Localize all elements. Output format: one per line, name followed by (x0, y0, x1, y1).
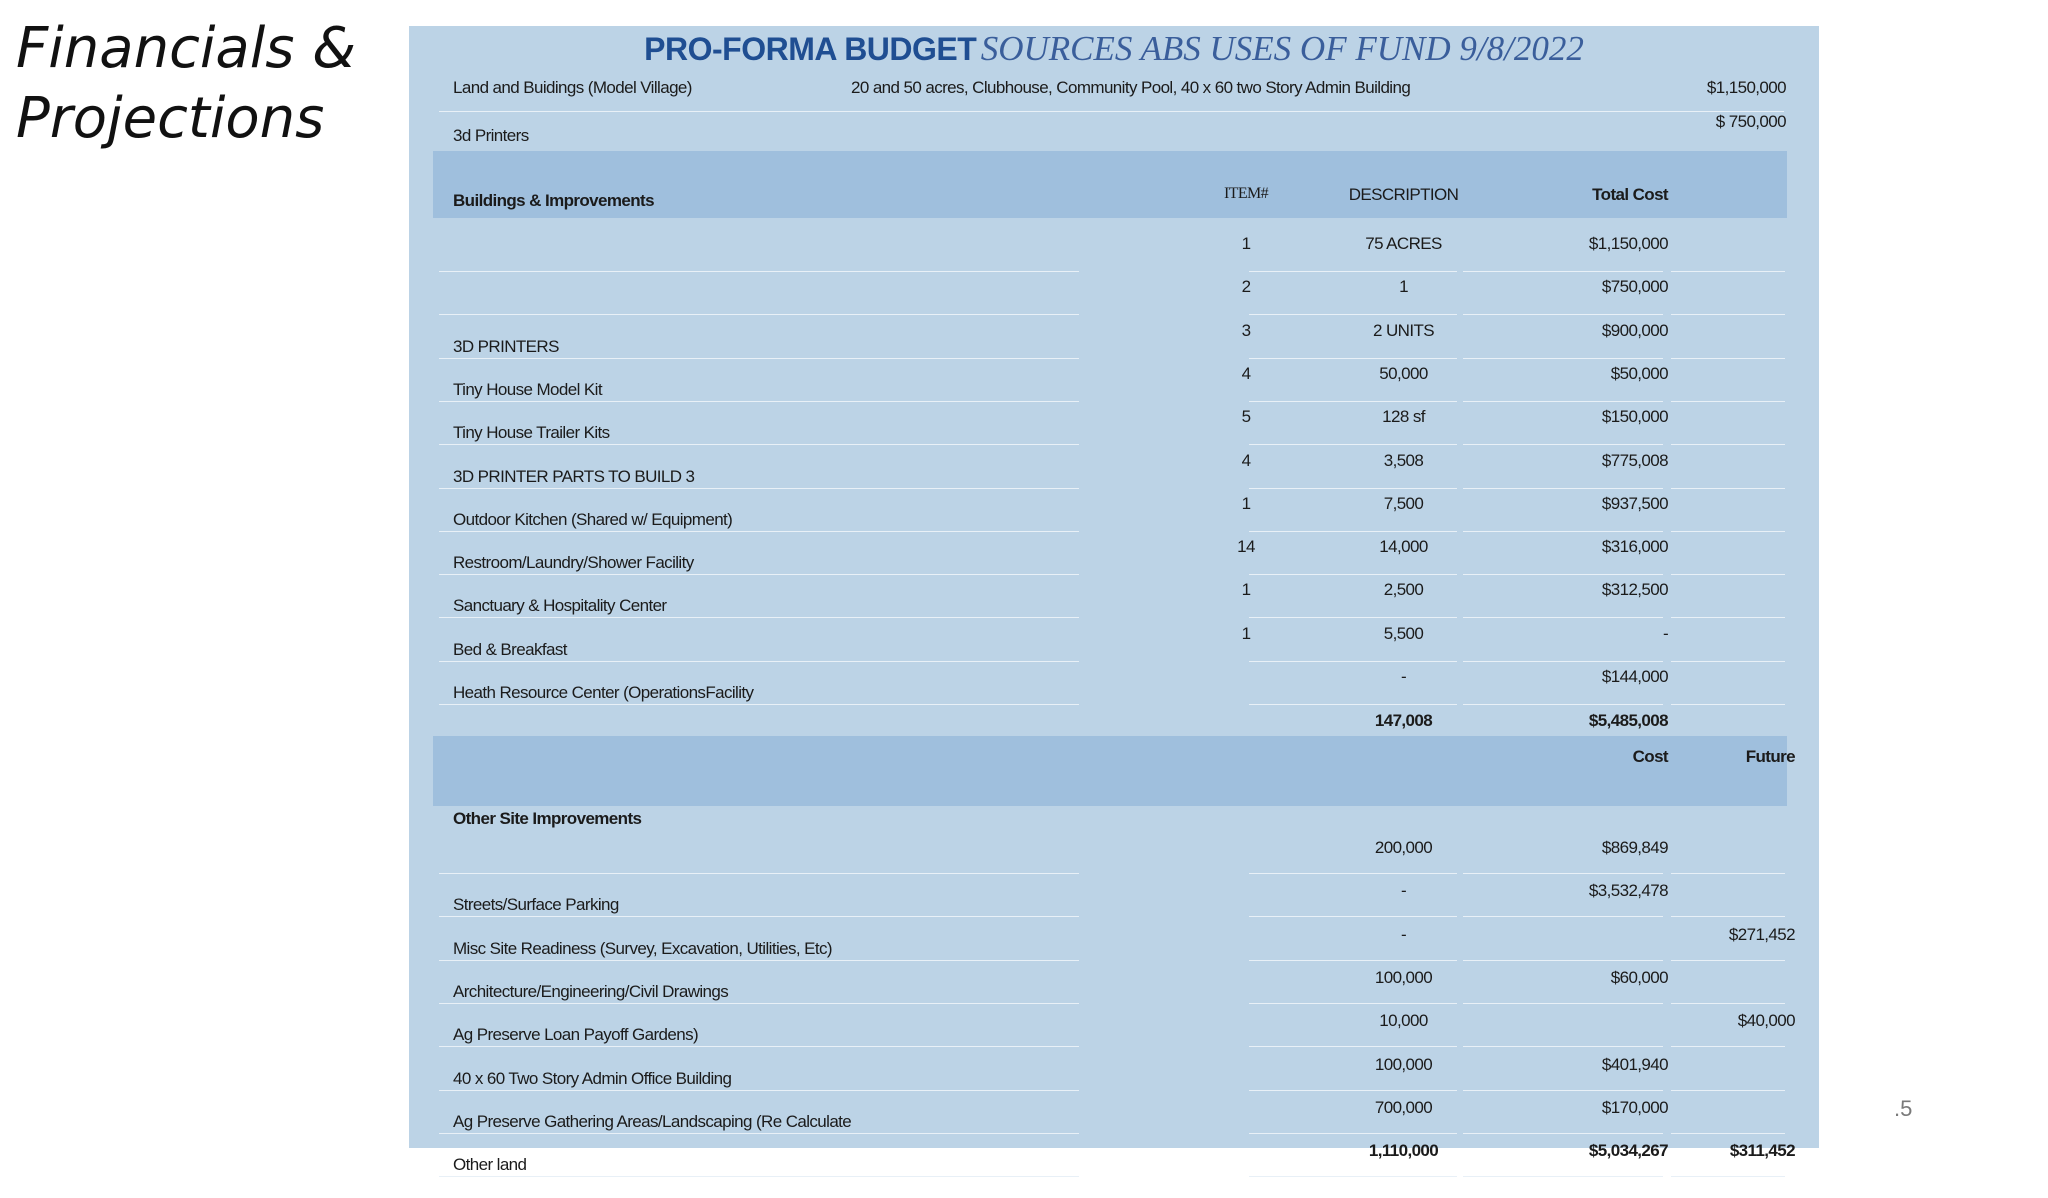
row-label: Restroom/Laundry/Shower Facility (453, 553, 694, 573)
row-gridline (1463, 704, 1663, 705)
row-total-cost: $1,150,000 (1588, 234, 1668, 253)
row-description: 100,000 (1374, 967, 1433, 987)
row-label: Other land (453, 1155, 527, 1175)
buildings-row (441, 229, 1786, 272)
row-label: Outdoor Kitchen (Shared w/ Equipment) (453, 509, 733, 529)
row-label: Tiny House Model Kit (453, 379, 602, 399)
row-gridline (1671, 1176, 1785, 1177)
top-row-amount: $ 750,000 (1715, 112, 1786, 131)
row-cost: $5,034,267 (1588, 1141, 1668, 1161)
row-total-cost: - (1662, 623, 1668, 643)
row-label: 3D PRINTERS (453, 336, 559, 356)
row-gridline (1249, 704, 1457, 705)
other-row (441, 946, 1786, 1001)
row-description: 2,500 (1383, 580, 1424, 600)
row-description: - (1400, 924, 1407, 944)
row-label: Ag Preserve Gathering Areas/Landscaping (Re Calculate (453, 1111, 852, 1131)
row-description: 1,110,000 (1368, 1141, 1439, 1161)
row-description: - (1400, 881, 1407, 901)
buildings-total-description: 147,008 (1374, 711, 1433, 730)
row-description: 14,000 (1379, 537, 1428, 557)
row-total-cost: $144,000 (1601, 667, 1668, 686)
row-gridline (1463, 1176, 1663, 1177)
row-label: Bed & Breakfast (453, 639, 567, 659)
column-header-total-cost: Total Cost (1592, 185, 1668, 204)
buildings-row (441, 619, 1786, 662)
slide-title-line-1: Financials & (16, 16, 356, 81)
row-description: 7,500 (1383, 493, 1424, 513)
row-gridline (439, 1176, 1079, 1177)
row-description: 50,000 (1379, 363, 1428, 383)
buildings-header-label: Buildings & Improvements (453, 191, 654, 210)
buildings-row (441, 489, 1786, 532)
row-gridline (1671, 704, 1785, 705)
row-description: 1 (1399, 277, 1408, 297)
buildings-row (441, 272, 1786, 315)
row-description: 100,000 (1374, 1054, 1433, 1074)
row-item: 4 (1241, 363, 1251, 383)
column-header-cost: Cost (1632, 747, 1668, 766)
budget-title-bold: PRO-FORMA BUDGET (644, 31, 977, 67)
column-header-future: Future (1745, 747, 1795, 766)
row-item: 3 (1241, 320, 1251, 340)
row-total-cost: $775,008 (1601, 450, 1668, 470)
row-total-cost: $50,000 (1610, 363, 1668, 383)
row-cost: $60,000 (1610, 967, 1668, 987)
row-item: 14 (1237, 537, 1255, 557)
row-label: 3D PRINTER PARTS TO BUILD 3 (453, 466, 695, 486)
other-row (441, 1119, 1795, 1175)
top-row-amount: $1,150,000 (1706, 78, 1786, 97)
row-item: 1 (1241, 580, 1251, 600)
row-total-cost: $900,000 (1601, 320, 1668, 340)
row-label: Streets/Surface Parking (453, 895, 619, 915)
row-future: $271,452 (1728, 924, 1795, 944)
row-total-cost: $312,500 (1601, 580, 1668, 600)
row-future: $311,452 (1729, 1141, 1795, 1161)
row-cost: $3,532,478 (1588, 881, 1668, 901)
row-item: 1 (1241, 234, 1251, 253)
row-label: Sanctuary & Hospitality Center (453, 596, 667, 616)
row-gridline (1249, 1176, 1457, 1177)
row-description: - (1400, 667, 1407, 686)
buildings-column-headers (441, 180, 1786, 223)
buildings-row (441, 575, 1786, 618)
buildings-row (441, 316, 1786, 359)
budget-table-image (409, 26, 1819, 1175)
other-row (441, 989, 1795, 1045)
row-future: $40,000 (1737, 1011, 1795, 1031)
row-label: Misc Site Readiness (Survey, Excavation, Utilities, Etc) (453, 938, 832, 958)
row-label: 40 x 60 Two Story Admin Office Building (453, 1068, 732, 1088)
row-cost: $869,849 (1601, 838, 1668, 857)
row-description: 128 sf (1382, 407, 1425, 427)
row-item: 1 (1241, 623, 1251, 643)
row-item (1221, 662, 1271, 710)
row-gridline (439, 704, 1079, 705)
row-item: 2 (1241, 277, 1251, 297)
row-label: Architecture/Engineering/Civil Drawings (453, 981, 729, 1001)
row-total-cost: $316,000 (1601, 537, 1668, 557)
buildings-row (441, 402, 1786, 445)
other-row (441, 816, 1786, 859)
row-label: Heath Resource Center (OperationsFacility (453, 683, 754, 702)
other-column-headers (441, 742, 1795, 785)
row-cost: $170,000 (1601, 1097, 1668, 1117)
row-total-cost: $937,500 (1601, 493, 1668, 513)
buildings-row (441, 662, 1786, 705)
row-cost: $401,940 (1601, 1054, 1668, 1074)
row-label: Tiny House Trailer Kits (453, 423, 610, 443)
buildings-row (441, 359, 1786, 402)
budget-title (409, 26, 1819, 72)
slide-title-line-2: Projections (16, 86, 325, 151)
row-description: 3,508 (1383, 450, 1424, 470)
budget-title-italic: SOURCES ABS USES OF FUND 9/8/2022 (980, 29, 1584, 68)
row-description: 2 UNITS (1373, 320, 1434, 340)
column-header-item: ITEM# (1223, 185, 1269, 202)
top-row (441, 112, 1786, 155)
top-row-label: Land and Buidings (Model Village) (453, 78, 692, 97)
row-description: 10,000 (1379, 1011, 1428, 1031)
buildings-row (441, 532, 1786, 575)
other-row (441, 1033, 1786, 1088)
row-total-cost: $150,000 (1601, 407, 1668, 427)
top-row-label: 3d Printers (453, 126, 529, 145)
row-description: 75 ACRES (1365, 234, 1442, 253)
row-item: 1 (1241, 493, 1251, 513)
row-item: 5 (1241, 407, 1251, 427)
row-label: Ag Preserve Loan Payoff Gardens) (453, 1025, 699, 1045)
top-row-description: 20 and 50 acres, Clubhouse, Community Pool, 40 x 60 two Story Admin Building (851, 78, 1411, 97)
page-number: .5 (1894, 1096, 1913, 1121)
slide-title (16, 14, 356, 154)
row-description: 200,000 (1374, 838, 1433, 857)
row-item: 4 (1241, 450, 1251, 470)
column-header-description: DESCRIPTION (1348, 185, 1459, 204)
buildings-row (441, 446, 1786, 489)
buildings-total-cost: $5,485,008 (1588, 711, 1668, 730)
other-row (441, 859, 1786, 915)
other-row (441, 903, 1795, 958)
row-total-cost: $750,000 (1601, 277, 1668, 297)
row-description: 700,000 (1374, 1097, 1433, 1117)
row-description: 5,500 (1383, 623, 1424, 643)
other-row (441, 1076, 1786, 1131)
other-header-label: Other Site Improvements (453, 809, 642, 828)
